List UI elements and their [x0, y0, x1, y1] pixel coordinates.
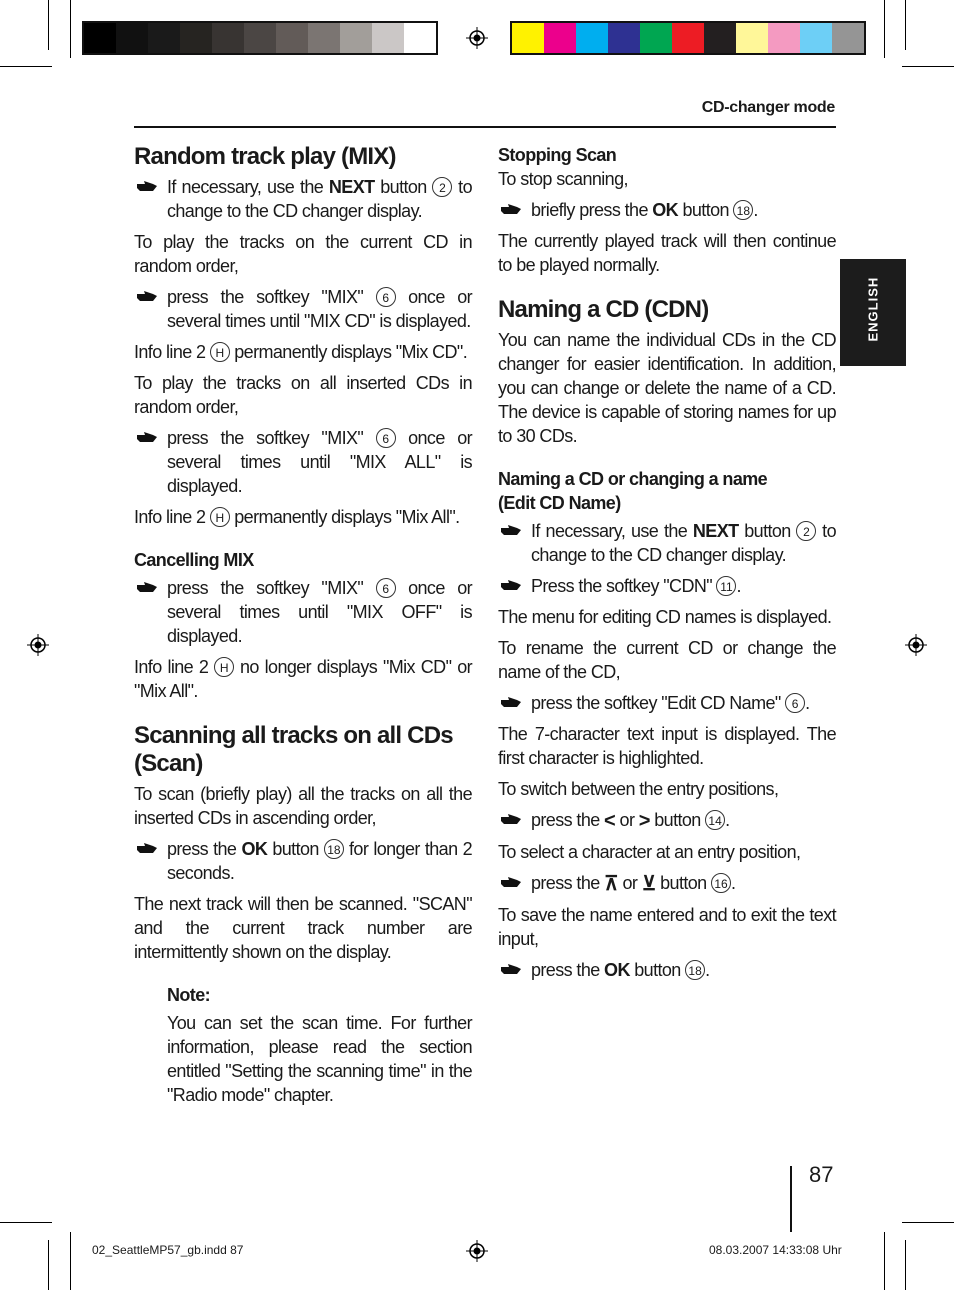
note-title: Note: — [167, 985, 210, 1005]
pointing-hand-icon — [500, 811, 522, 827]
list-item: press the OK button 18 for longer than 2 seconds. — [134, 837, 472, 885]
paragraph: The menu for editing CD names is displayed. — [498, 607, 832, 627]
heading-cancelling-mix: Cancelling MIX — [134, 550, 254, 570]
color-swatch — [276, 23, 308, 53]
registration-mark-icon — [466, 27, 488, 49]
color-swatch — [736, 23, 768, 53]
key-letter: H — [210, 507, 230, 527]
list-item: press the ⊼ or ⊻ button 16 . — [498, 871, 836, 896]
color-swatch — [832, 23, 864, 53]
ok-key-label: OK — [604, 960, 630, 980]
color-swatch — [244, 23, 276, 53]
registration-mark-icon — [466, 1240, 488, 1262]
key-number: 6 — [376, 578, 396, 598]
crop-mark — [0, 1222, 52, 1223]
key-letter: H — [214, 657, 234, 677]
color-swatch — [308, 23, 340, 53]
crop-mark — [902, 66, 954, 67]
color-swatch — [544, 23, 576, 53]
color-swatch — [672, 23, 704, 53]
key-number: 2 — [796, 521, 816, 541]
note-block — [134, 983, 472, 1107]
paragraph: To play the tracks on the current CD in random order, — [134, 232, 472, 276]
key-number: 6 — [785, 693, 805, 713]
color-swatch — [148, 23, 180, 53]
color-swatch — [404, 23, 436, 53]
pointing-hand-icon — [136, 178, 158, 194]
list-item: briefly press the OK button 18 . — [498, 198, 836, 222]
crop-mark — [884, 1232, 885, 1290]
up-arrow-icon: ⊼ — [604, 873, 619, 895]
paragraph: Info line 2 H permanently displays "Mix All". — [134, 507, 460, 527]
right-arrow-icon: > — [638, 810, 650, 832]
color-swatch — [704, 23, 736, 53]
list-item: press the OK button 18 . — [498, 958, 836, 982]
list-item: press the softkey "MIX" 6 once or several times until "MIX OFF" is displayed. — [134, 576, 472, 648]
key-letter: H — [210, 342, 230, 362]
crop-mark — [905, 1240, 906, 1290]
crop-mark — [48, 0, 49, 50]
footer-file-name: 02_SeattleMP57_gb.indd 87 — [92, 1243, 244, 1257]
note-text: You can set the scan time. For further information, please read the section entitled "Setting the scanning time" in the "Radio mode" chapter. — [167, 1013, 472, 1105]
process-color-bar — [510, 21, 866, 55]
paragraph: The 7-character text input is displayed. The first character is highlighted. — [498, 724, 836, 768]
registration-mark-icon — [905, 634, 927, 656]
section-header-title: CD-changer mode — [701, 99, 835, 116]
color-swatch — [180, 23, 212, 53]
page-number: 87 — [809, 1162, 834, 1187]
color-swatch — [512, 23, 544, 53]
key-number: 6 — [376, 428, 396, 448]
key-number: 18 — [685, 960, 705, 980]
pointing-hand-icon — [136, 840, 158, 856]
language-tab-label: ENGLISH — [865, 276, 881, 342]
paragraph: Info line 2 H no longer displays "Mix CD" or "Mix All". — [134, 657, 472, 701]
color-swatch — [576, 23, 608, 53]
paragraph: To scan (briefly play) all the tracks on all the inserted CDs in ascending order, — [134, 784, 472, 828]
color-swatch — [608, 23, 640, 53]
paragraph: To play the tracks on all inserted CDs in random order, — [134, 373, 472, 417]
crop-mark — [905, 0, 906, 50]
registration-mark-icon — [27, 634, 49, 656]
color-swatch — [800, 23, 832, 53]
list-item: press the softkey "MIX" 6 once or several times until "MIX CD" is displayed. — [134, 285, 472, 333]
crop-mark — [70, 1232, 71, 1290]
crop-mark — [48, 1240, 49, 1290]
heading-naming-cd: Naming a CD (CDN) — [498, 296, 709, 323]
color-swatch — [340, 23, 372, 53]
color-swatch — [116, 23, 148, 53]
paragraph: The currently played track will then continue to be played normally. — [498, 231, 836, 275]
list-item: press the < or > button 14 . — [498, 808, 836, 833]
right-column — [498, 143, 836, 989]
next-key-label: NEXT — [692, 521, 739, 541]
pointing-hand-icon — [136, 429, 158, 445]
list-item: press the softkey "Edit CD Name" 6 . — [498, 691, 836, 715]
color-swatch — [640, 23, 672, 53]
key-number: 16 — [711, 873, 731, 893]
key-number: 14 — [705, 810, 725, 830]
color-swatch — [372, 23, 404, 53]
heading-scanning: Scanning all tracks on all CDs (Scan) — [134, 722, 453, 777]
paragraph: To select a character at an entry position, — [498, 842, 801, 862]
list-item: Press the softkey "CDN" 11 . — [498, 574, 836, 598]
key-number: 6 — [376, 287, 396, 307]
color-swatch — [84, 23, 116, 53]
ok-key-label: OK — [241, 839, 268, 859]
list-item: press the softkey "MIX" 6 once or several times until "MIX ALL" is displayed. — [134, 426, 472, 498]
heading-edit-cd-name: Naming a CD or changing a name (Edit CD Name) — [498, 469, 768, 513]
pointing-hand-icon — [500, 961, 522, 977]
heading-random-track-play: Random track play (MIX) — [134, 143, 396, 170]
header-rule — [134, 126, 836, 128]
pointing-hand-icon — [136, 579, 158, 595]
next-key-label: NEXT — [328, 177, 375, 197]
paragraph: To stop scanning, — [498, 169, 628, 189]
pointing-hand-icon — [500, 577, 522, 593]
color-swatch — [768, 23, 800, 53]
paragraph: You can name the individual CDs in the CD changer for easier identification. In addition, you can change or delete the name of a CD. The device is capable of storing names for up to 30 CDs. — [498, 330, 836, 446]
paragraph: Info line 2 H permanently displays "Mix CD". — [134, 342, 468, 362]
pointing-hand-icon — [136, 288, 158, 304]
pointing-hand-icon — [500, 874, 522, 890]
left-arrow-icon: < — [604, 810, 616, 832]
pointing-hand-icon — [500, 201, 522, 217]
key-number: 18 — [733, 200, 753, 220]
crop-mark — [902, 1222, 954, 1223]
paragraph: To rename the current CD or change the name of the CD, — [498, 638, 836, 682]
list-item: If necessary, use the NEXT button 2 to change to the CD changer display. — [498, 519, 836, 567]
footer-timestamp: 08.03.2007 14:33:08 Uhr — [709, 1243, 842, 1257]
left-column — [134, 143, 472, 1114]
crop-mark — [0, 66, 52, 67]
key-number: 2 — [432, 177, 452, 197]
heading-stopping-scan: Stopping Scan — [498, 145, 617, 165]
ok-key-label: OK — [652, 200, 679, 220]
crop-mark — [884, 0, 885, 58]
page-number-rule — [790, 1166, 792, 1232]
paragraph: To switch between the entry positions, — [498, 779, 779, 799]
crop-mark — [70, 0, 71, 58]
paragraph: The next track will then be scanned. "SCAN" and the current track number are intermittently shown on the display. — [134, 894, 472, 962]
pointing-hand-icon — [500, 522, 522, 538]
key-number: 11 — [716, 576, 736, 596]
key-number: 18 — [324, 839, 344, 859]
paragraph: To save the name entered and to exit the text input, — [498, 905, 836, 949]
language-tab — [840, 259, 906, 366]
list-item: If necessary, use the NEXT button 2 to change to the CD changer display. — [134, 175, 472, 223]
grayscale-color-bar — [82, 21, 438, 55]
color-swatch — [212, 23, 244, 53]
pointing-hand-icon — [500, 694, 522, 710]
down-arrow-icon: ⊻ — [641, 873, 656, 895]
